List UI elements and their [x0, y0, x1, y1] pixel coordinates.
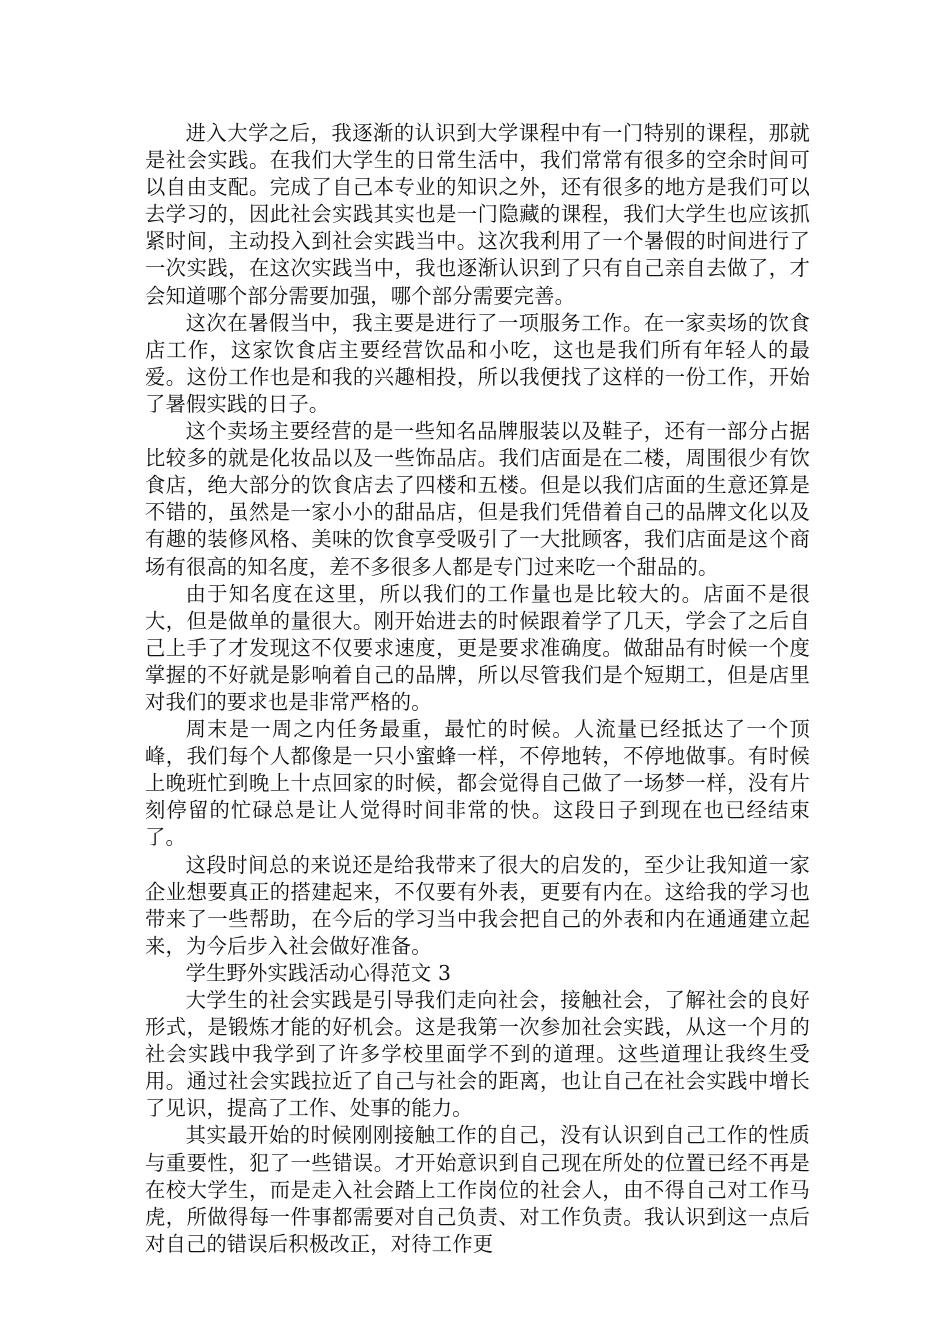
paragraph: 这段时间总的来说还是给我带来了很大的启发的，至少让我知道一家企业想要真正的搭建起来，不仅要有外表，更要有内在。这给我的学习也带来了一些帮助，在今后的学习当中我会把自己的外表和内在通通建立起来，为今后步入社会做好准备。 [145, 852, 810, 958]
paragraph: 这次在暑假当中，我主要是进行了一项服务工作。在一家卖场的饮食店工作，这家饮食店主要经营饮品和小吃，这也是我们所有年轻人的最爱。这份工作也是和我的兴趣相投，所以我便找了这样的一份工作，开始了暑假实践的日子。 [145, 310, 810, 416]
paragraph: 进入大学之后，我逐渐的认识到大学课程中有一门特别的课程，那就是社会实践。在我们大学生的日常生活中，我们常常有很多的空余时间可以自由支配。完成了自己本专业的知识之外，还有很多的地方是我们可以去学习的，因此社会实践其实也是一门隐藏的课程，我们大学生也应该抓紧时间，主动投入到社会实践当中。这次我利用了一个暑假的时间进行了一次实践，在这次实践当中，我也逐渐认识到了只有自己亲自去做了，才会知道哪个部分需要加强，哪个部分需要完善。 [145, 121, 810, 308]
paragraph: 周末是一周之内任务最重，最忙的时候。人流量已经抵达了一个顶峰，我们每个人都像是一只小蜜蜂一样，不停地转，不停地做事。有时候上晚班忙到晚上十点回家的时候，都会觉得自己做了一场梦一样，没有片刻停留的忙碌总是让人觉得时间非常的快。这段日子到现在也已经结束了。 [145, 717, 810, 850]
document-body [145, 120, 810, 1258]
section-title: 学生野外实践活动心得范文 3 [185, 960, 452, 985]
paragraph: 这个卖场主要经营的是一些知名品牌服装以及鞋子，还有一部分占据比较多的就是化妆品以及一些饰品店。我们店面是在二楼，周围很少有饮食店，绝大部分的饮食店去了四楼和五楼。但是以我们店面的生意还算是不错的，虽然是一家小小的甜品店，但是我们凭借着自己的品牌文化以及有趣的装修风格、美味的饮食享受吸引了一大批顾客，我们店面是这个商场有很高的知名度，差不多很多人都是专门过来吃一个甜品的。 [145, 419, 810, 579]
paragraph: 大学生的社会实践是引导我们走向社会，接触社会，了解社会的良好形式，是锻炼才能的好机会。这是我第一次参加社会实践，从这一个月的社会实践中我学到了许多学校里面学不到的道理。这些道理让我终生受用。通过社会实践拉近了自己与社会的距离，也让自己在社会实践中增长了见识，提高了工作、处事的能力。 [145, 988, 810, 1121]
paragraph: 由于知名度在这里，所以我们的工作量也是比较大的。店面不是很大，但是做单的量很大。刚开始进去的时候跟着学了几天，学会了之后自己上手了才发现这不仅要求速度，更是要求准确度。做甜品有时候一个度掌握的不好就是影响着自己的品牌，所以尽管我们是个短期工，但是店里对我们的要求也是非常严格的。 [145, 581, 810, 714]
paragraph: 其实最开始的时候刚刚接触工作的自己，没有认识到自己工作的性质与重要性，犯了一些错误。才开始意识到自己现在所处的位置已经不再是在校大学生，而是走入社会踏上工作岗位的社会人，由不得自己对工作马虎，所做得每一件事都需要对自己负责、对工作负责。我认识到这一点后对自己的错误后积极改正，对待工作更 [145, 1123, 810, 1256]
